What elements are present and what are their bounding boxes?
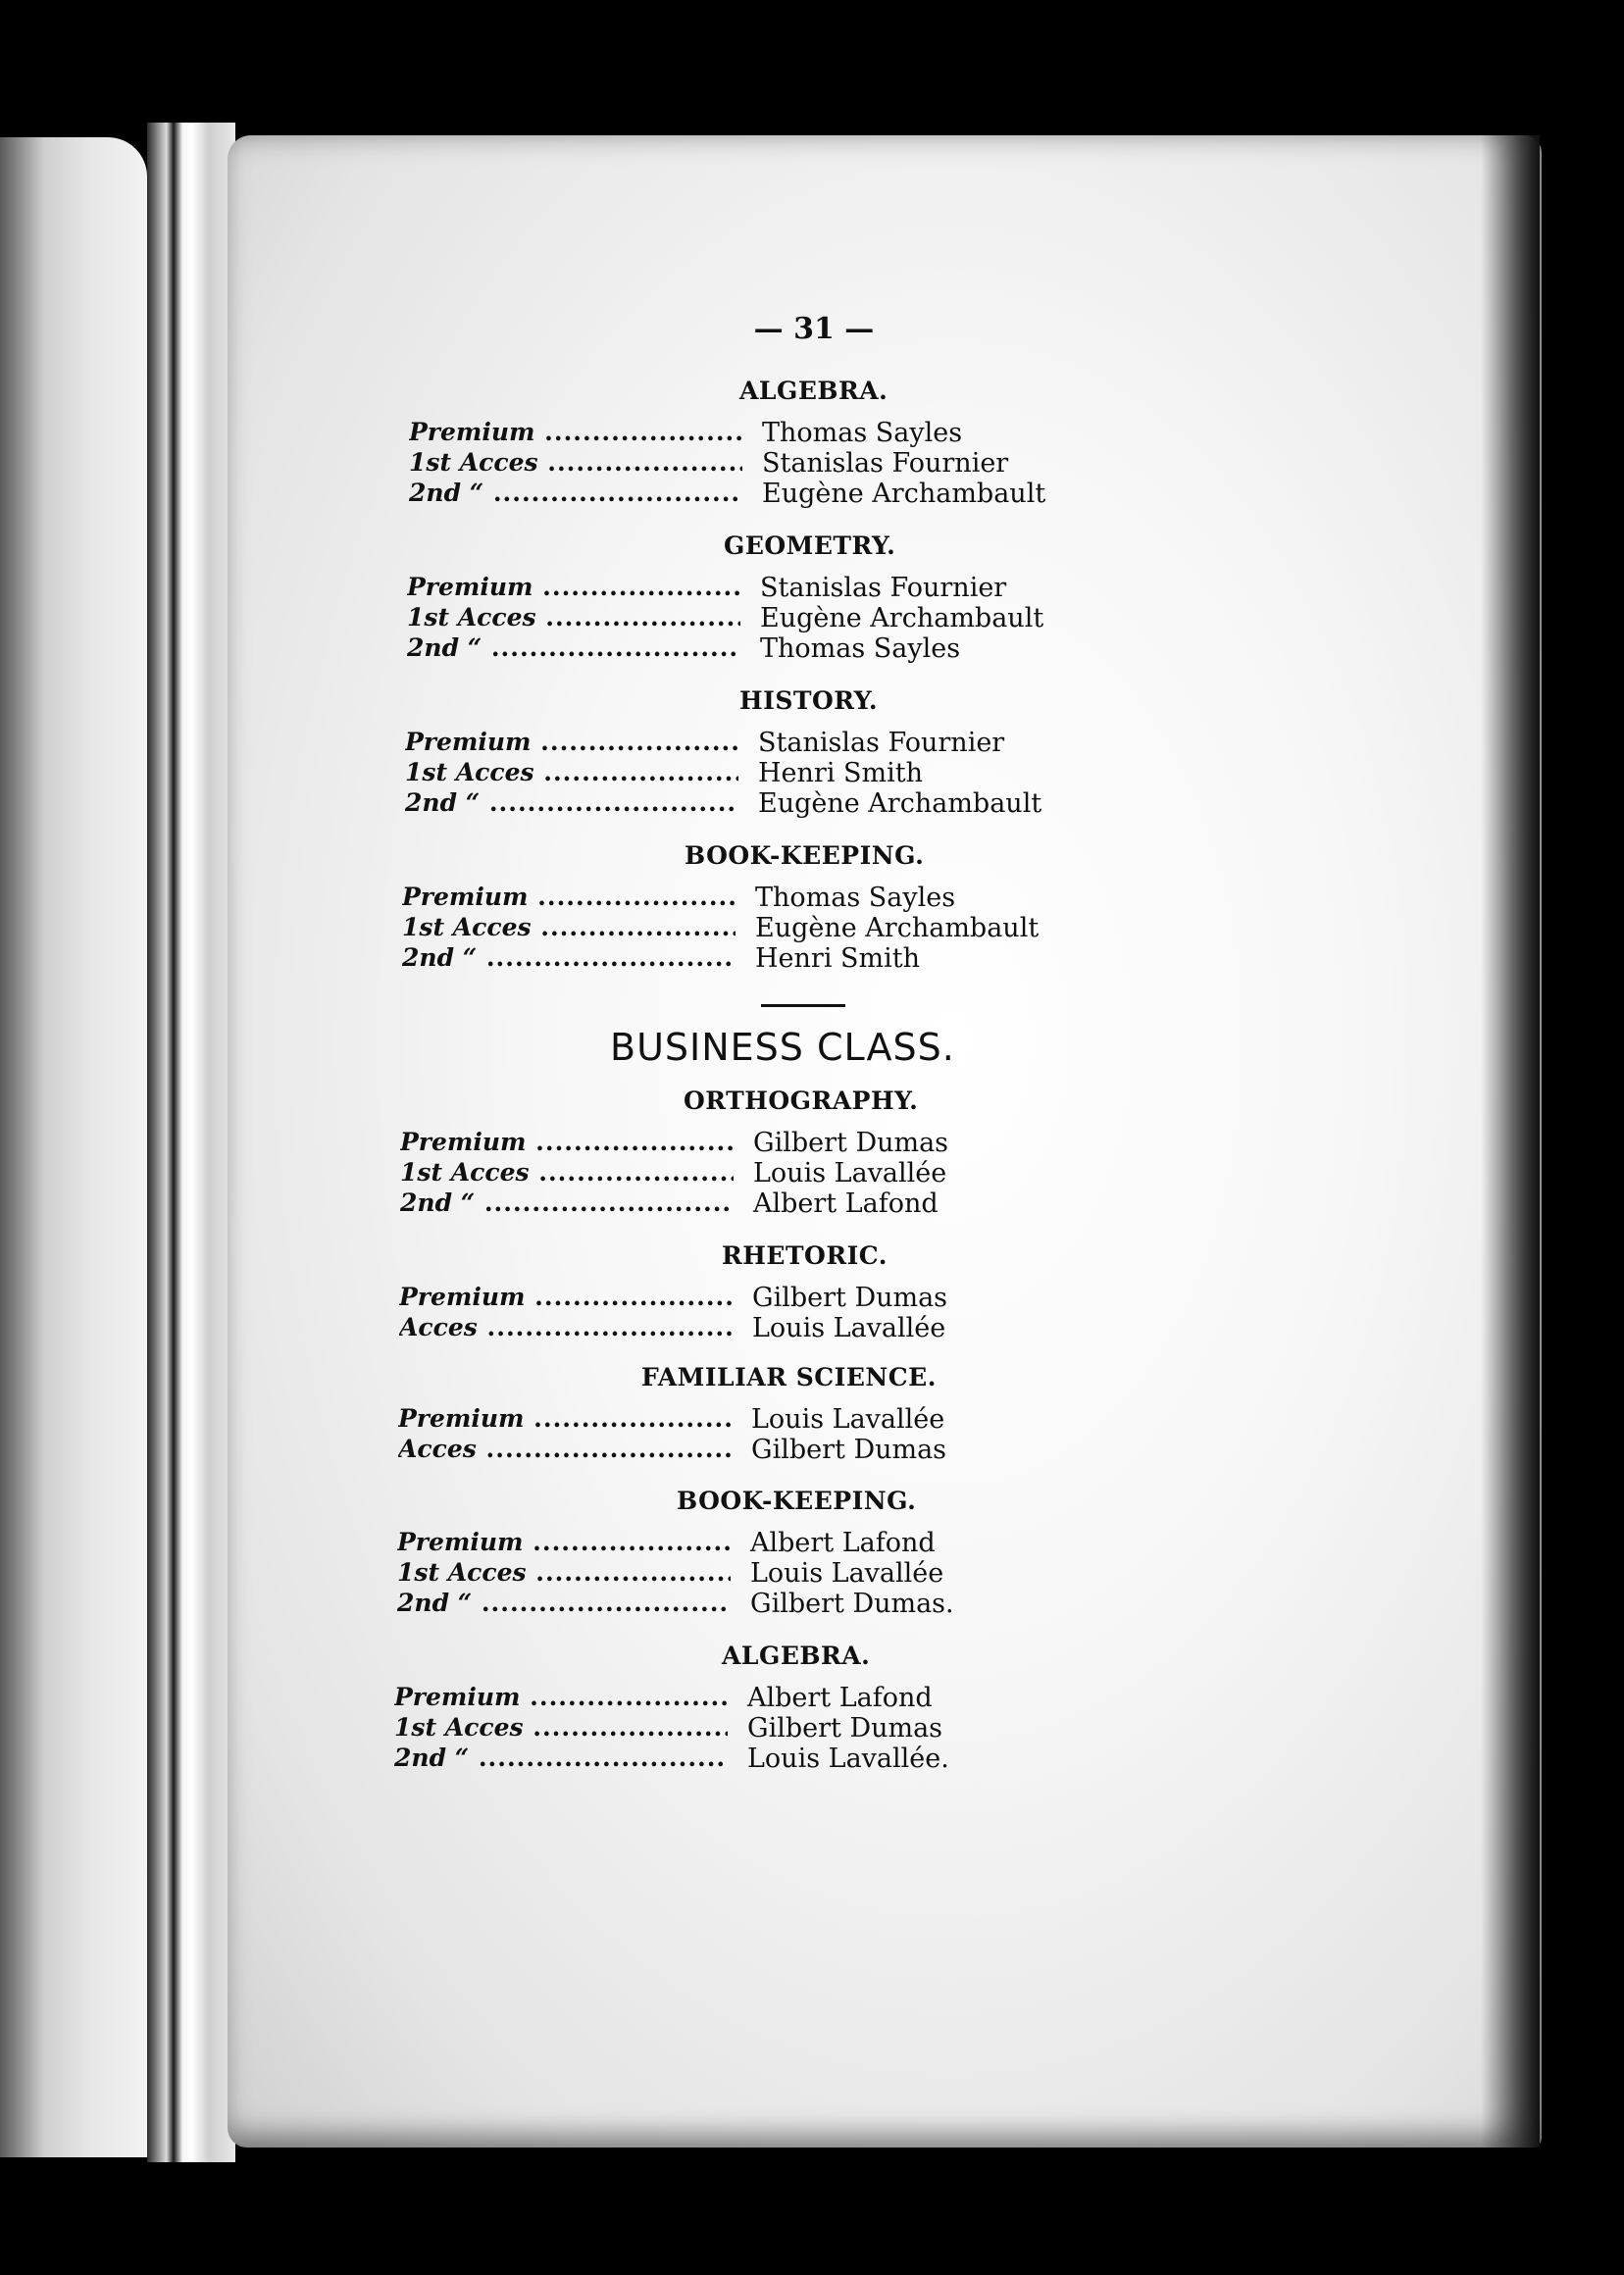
award-label: Premium .....: [409, 418, 742, 446]
award-label: 2nd “ .....: [409, 479, 742, 507]
award-recipient: Stanislas Fournier: [760, 573, 1007, 603]
award-label: Premium .....: [400, 1128, 734, 1156]
section-heading-history: HISTORY.: [739, 686, 879, 715]
award-recipient: Gilbert Dumas: [752, 1283, 948, 1313]
award-recipient: Louis Lavallée: [751, 1404, 945, 1435]
page-number: — 31 —: [753, 312, 875, 346]
award-label: Premium .....: [407, 573, 740, 601]
section-heading-algebra-business: ALGEBRA.: [722, 1642, 871, 1670]
class-title: BUSINESS CLASS.: [610, 1026, 955, 1069]
award-label: Acces .....: [398, 1435, 732, 1463]
award-recipient: Gilbert Dumas.: [750, 1589, 954, 1619]
award-recipient: Eugène Archambault: [762, 479, 1046, 509]
award-label: Premium .....: [398, 1404, 732, 1433]
award-label: Premium .....: [399, 1283, 733, 1311]
award-label: 2nd “ .....: [407, 633, 740, 662]
section-heading-book-keeping: BOOK-KEEPING.: [685, 841, 925, 870]
award-recipient: Louis Lavallée: [750, 1558, 944, 1589]
award-recipient: Stanislas Fournier: [758, 728, 1005, 758]
award-recipient: Albert Lafond: [750, 1528, 936, 1558]
award-label: 1st Acces .....: [400, 1158, 734, 1187]
award-label: Premium .....: [397, 1528, 731, 1556]
award-recipient: Thomas Sayles: [760, 633, 961, 664]
award-recipient: Stanislas Fournier: [762, 448, 1009, 479]
award-recipient: Thomas Sayles: [755, 883, 956, 913]
award-recipient: Louis Lavallée: [752, 1313, 946, 1343]
award-label: 1st Acces .....: [394, 1713, 728, 1742]
award-recipient: Eugène Archambault: [758, 788, 1042, 819]
award-recipient: Eugène Archambault: [755, 913, 1040, 943]
award-label: Premium .....: [405, 728, 738, 756]
award-recipient: Gilbert Dumas: [753, 1128, 949, 1158]
award-label: 2nd “ .....: [402, 943, 736, 972]
award-recipient: Louis Lavallée.: [747, 1744, 949, 1774]
award-label: 2nd “ .....: [397, 1589, 731, 1617]
award-label: 2nd “ .....: [405, 788, 738, 817]
section-heading-rhetoric: RHETORIC.: [722, 1241, 888, 1270]
award-label: 1st Acces .....: [405, 758, 738, 786]
section-heading-book-keeping-business: BOOK-KEEPING.: [677, 1487, 917, 1515]
section-heading-algebra: ALGEBRA.: [739, 377, 888, 405]
award-recipient: Thomas Sayles: [762, 418, 963, 448]
award-label: 2nd “ .....: [400, 1188, 734, 1217]
award-recipient: Henri Smith: [758, 758, 924, 788]
award-label: Premium .....: [394, 1683, 728, 1711]
award-recipient: Albert Lafond: [747, 1683, 933, 1713]
award-recipient: Gilbert Dumas: [747, 1713, 943, 1744]
section-heading-familiar-science: FAMILIAR SCIENCE.: [641, 1363, 937, 1391]
award-recipient: Albert Lafond: [753, 1188, 939, 1219]
award-label: 1st Acces .....: [402, 913, 736, 941]
award-label: 2nd “ .....: [394, 1744, 728, 1772]
award-label: 1st Acces .....: [397, 1558, 731, 1587]
award-recipient: Henri Smith: [755, 943, 921, 974]
section-divider: [761, 1004, 845, 1007]
award-recipient: Eugène Archambault: [760, 603, 1044, 633]
award-label: Premium .....: [402, 883, 736, 911]
award-label: Acces .....: [399, 1313, 733, 1341]
section-heading-geometry: GEOMETRY.: [724, 531, 896, 560]
award-label: 1st Acces .....: [407, 603, 740, 632]
award-label: 1st Acces .....: [409, 448, 742, 477]
award-recipient: Louis Lavallée: [753, 1158, 947, 1188]
award-recipient: Gilbert Dumas: [751, 1435, 947, 1465]
section-heading-orthography: ORTHOGRAPHY.: [684, 1087, 919, 1115]
